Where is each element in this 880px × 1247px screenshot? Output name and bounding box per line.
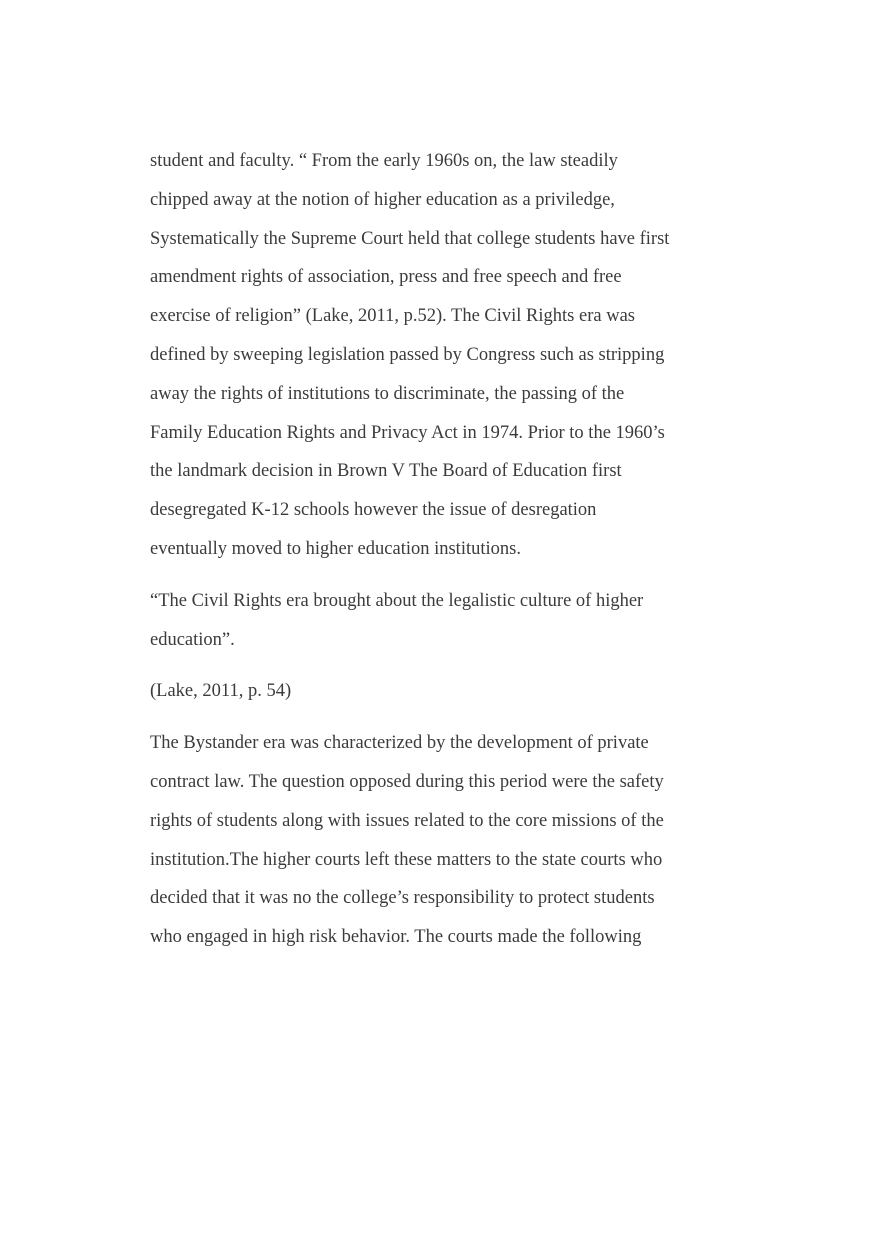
text-line: contract law. The question opposed during this period were the safety bbox=[150, 771, 664, 792]
text-line: chipped away at the notion of higher education as a priviledge, bbox=[150, 189, 615, 210]
quote-citation: (Lake, 2011, p. 54) bbox=[150, 681, 292, 702]
body-text bbox=[150, 142, 690, 957]
text-line: rights of students along with issues related to the core missions of the bbox=[150, 810, 664, 831]
text-line: defined by sweeping legislation passed by Congress such as stripping bbox=[150, 344, 665, 365]
text-line: amendment rights of association, press and free speech and free bbox=[150, 267, 622, 288]
text-line: student and faculty. “ From the early 1960s on, the law steadily bbox=[150, 151, 618, 171]
text-line: Family Education Rights and Privacy Act in 1974. Prior to the 1960’s bbox=[150, 422, 665, 443]
text-line: the landmark decision in Brown V The Board of Education first bbox=[150, 461, 622, 482]
text-line: The Bystander era was characterized by the development of private bbox=[150, 733, 649, 754]
text-line: who engaged in high risk behavior. The courts made the following bbox=[150, 927, 642, 948]
text-line: desegregated K-12 schools however the issue of desregation bbox=[150, 500, 597, 521]
quote-line: education”. bbox=[150, 629, 235, 650]
text-line: away the rights of institutions to discriminate, the passing of the bbox=[150, 383, 625, 404]
text-line: decided that it was no the college’s responsibility to protect students bbox=[150, 888, 655, 909]
text-line: exercise of religion” (Lake, 2011, p.52). The Civil Rights era was bbox=[150, 306, 635, 327]
text-line: eventually moved to higher education institutions. bbox=[150, 538, 521, 559]
paragraph-gap bbox=[150, 659, 690, 672]
paragraph-gap bbox=[150, 569, 690, 582]
paragraph-1 bbox=[150, 142, 690, 569]
paragraph-2 bbox=[150, 724, 690, 957]
text-line: Systematically the Supreme Court held that college students have first bbox=[150, 228, 670, 249]
paragraph-gap bbox=[150, 711, 690, 724]
quote-line: “The Civil Rights era brought about the legalistic culture of higher bbox=[150, 590, 644, 611]
text-line: institution.The higher courts left these matters to the state courts who bbox=[150, 849, 663, 870]
block-quote bbox=[150, 582, 690, 660]
